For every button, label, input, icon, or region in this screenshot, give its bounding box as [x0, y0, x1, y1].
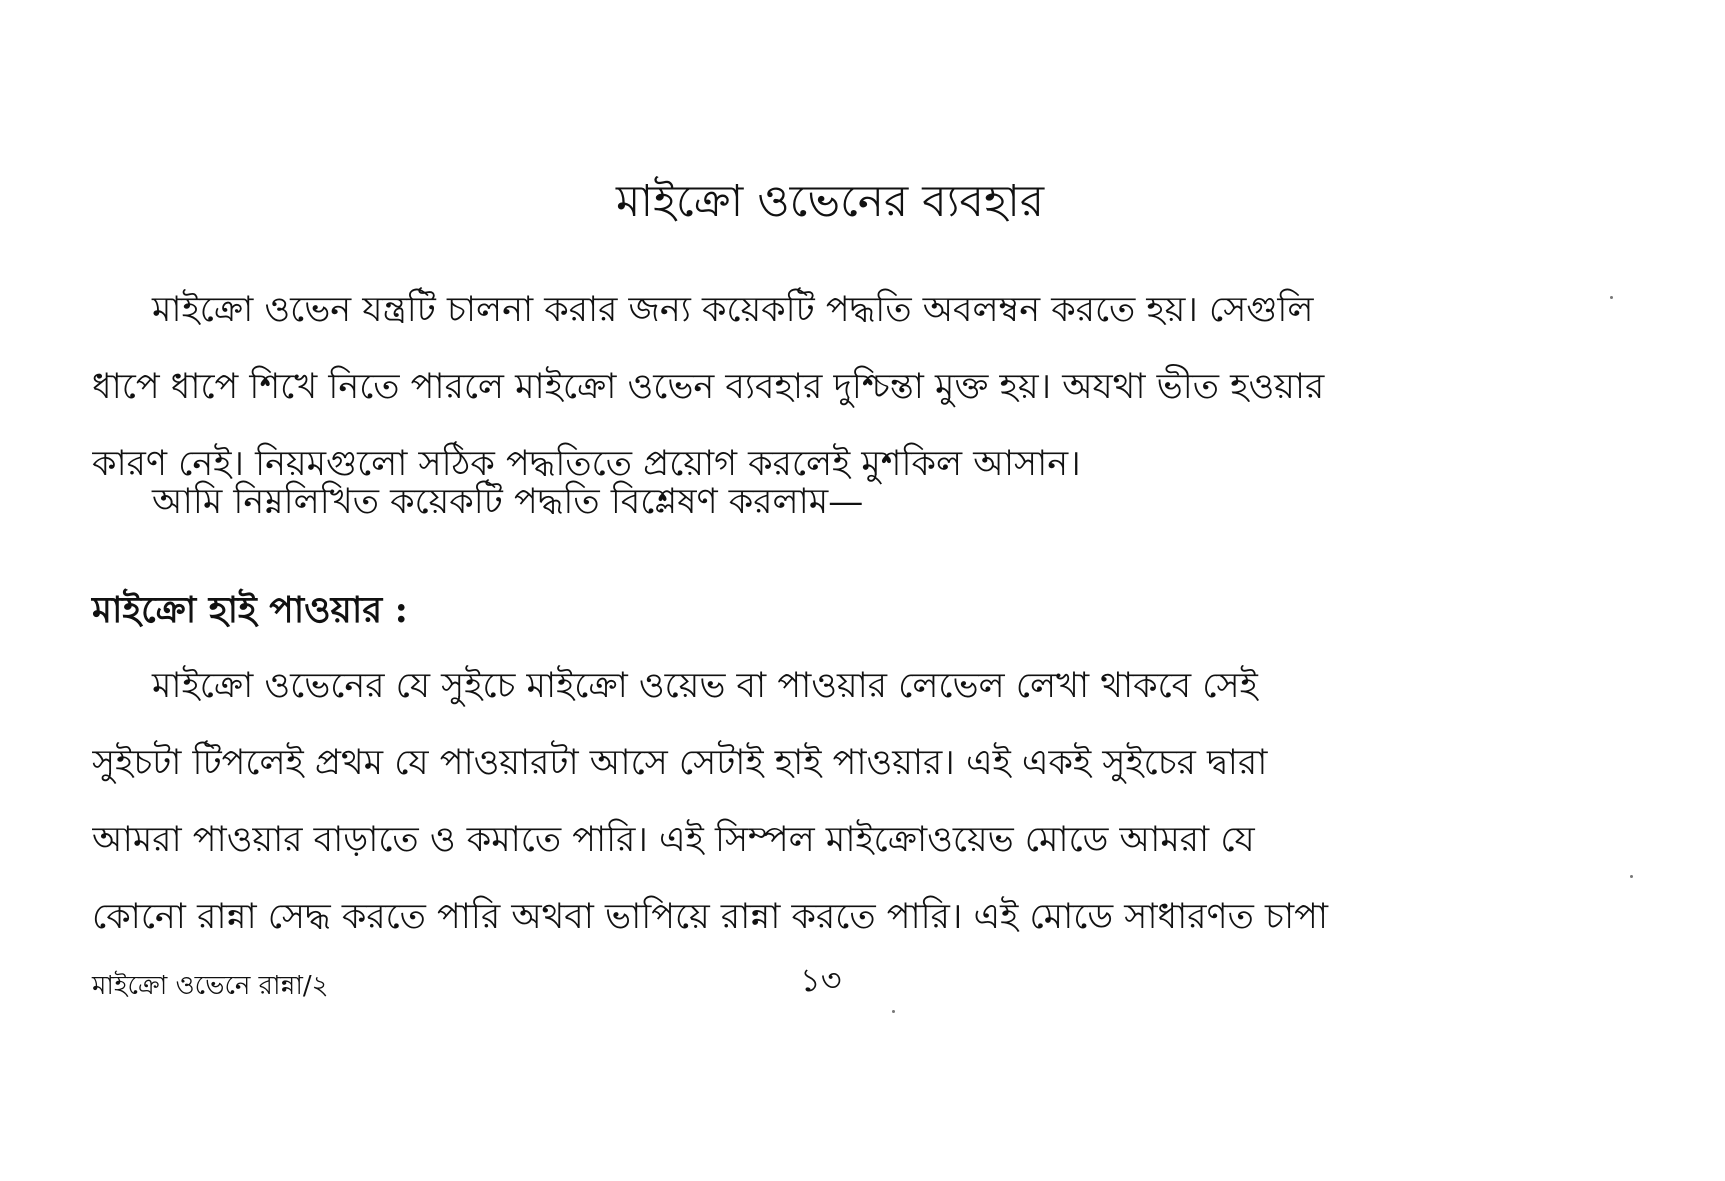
footer-book-reference: মাইক্রো ওভেনে রান্না/২ [92, 971, 329, 1001]
paragraph-line: মাইক্রো ওভেন যন্ত্রটি চালনা করার জন্য কয়েকটি পদ্ধতি অবলম্বন করতে হয়। সেগুলি [152, 290, 1314, 330]
paragraph-line: মাইক্রো ওভেনের যে সুইচে মাইক্রো ওয়েভ বা পাওয়ার লেভেল লেখা থাকবে সেই [152, 666, 1258, 706]
section-heading: মাইক্রো হাই পাওয়ার : [92, 589, 408, 631]
print-speck [1630, 875, 1633, 878]
page-title: মাইক্রো ওভেনের ব্যবহার [615, 176, 1045, 227]
page-number: ১৩ [800, 961, 842, 999]
paragraph-line: সুইচটা টিপলেই প্রথম যে পাওয়ারটা আসে সেটাই হাই পাওয়ার। এই একই সুইচের দ্বারা [92, 743, 1268, 783]
method-intro-paragraph: আমি নিম্নলিখিত কয়েকটি পদ্ধতি বিশ্লেষণ করলাম— [152, 482, 864, 522]
paragraph-line: কোনো রান্না সেদ্ধ করতে পারি অথবা ভাপিয়ে রান্না করতে পারি। এই মোডে সাধারণত চাপা [92, 897, 1329, 937]
paragraph-line: আমরা পাওয়ার বাড়াতে ও কমাতে পারি। এই সিম্পল মাইক্রোওয়েভ মোডে আমরা যে [92, 820, 1255, 860]
print-speck [892, 1010, 895, 1013]
section-paragraph [92, 648, 1572, 956]
paragraph-line: কারণ নেই। নিয়মগুলো সঠিক পদ্ধতিতে প্রয়োগ করলেই মুশকিল আসান। [92, 444, 1081, 484]
print-speck [1610, 296, 1613, 299]
paragraph-line: ধাপে ধাপে শিখে নিতে পারলে মাইক্রো ওভেন ব্যবহার দুশ্চিন্তা মুক্ত হয়। অযথা ভীত হওয়ার [92, 367, 1325, 407]
